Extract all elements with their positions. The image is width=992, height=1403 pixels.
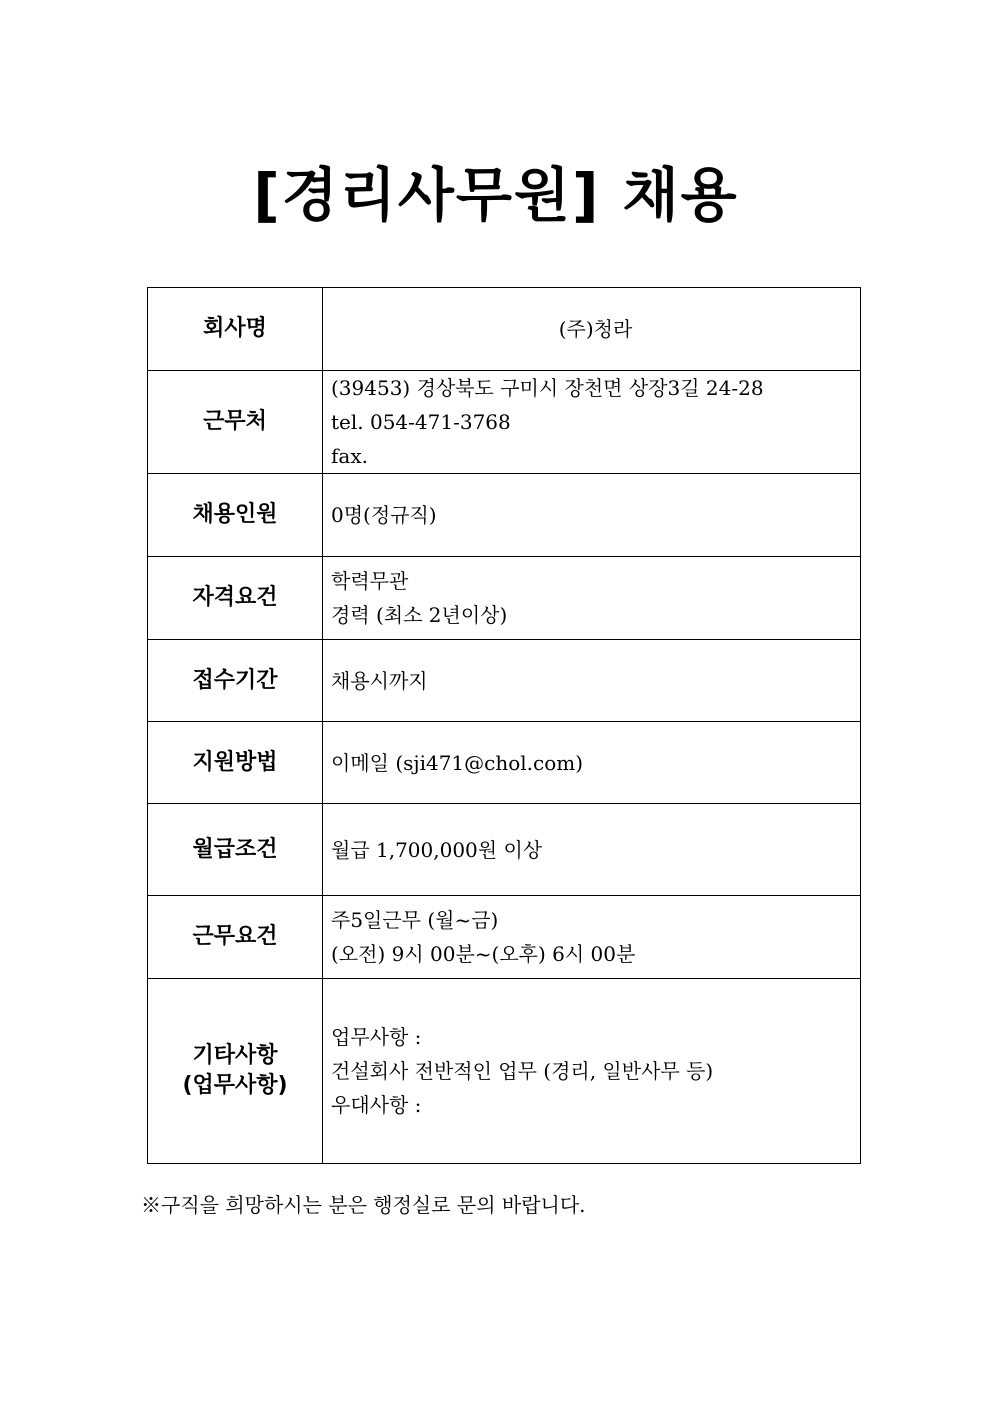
label-period: 접수기간 (148, 640, 323, 722)
value-workplace (323, 371, 861, 474)
label-headcount: 채용인원 (148, 474, 323, 557)
table-row-conditions (148, 896, 861, 979)
workplace-tel: tel. 054-471-3768 (331, 410, 511, 434)
table-row-company (148, 288, 861, 371)
table-row-workplace (148, 371, 861, 474)
conditions-line-1: 주5일근무 (월~금) (331, 908, 499, 932)
etc-line-1: 업무사항 : (331, 1025, 422, 1049)
workplace-address: (39453) 경상북도 구미시 장천면 상장3길 24-28 (331, 376, 764, 400)
label-company: 회사명 (148, 288, 323, 371)
workplace-fax: fax. (331, 444, 368, 468)
qualification-line-1: 학력무관 (331, 569, 409, 593)
label-etc (148, 979, 323, 1164)
table-row-headcount (148, 474, 861, 557)
table-row-salary (148, 804, 861, 896)
table-row-apply (148, 722, 861, 804)
label-salary: 월급조건 (148, 804, 323, 896)
label-apply: 지원방법 (148, 722, 323, 804)
value-apply: 이메일 (sji471@chol.com) (323, 722, 861, 804)
value-headcount: 0명(정규직) (323, 474, 861, 557)
label-workplace: 근무처 (148, 371, 323, 474)
job-posting-table (147, 287, 861, 1164)
value-salary: 월급 1,700,000원 이상 (323, 804, 861, 896)
label-qualification: 자격요건 (148, 557, 323, 640)
table-row-qualification (148, 557, 861, 640)
value-conditions (323, 896, 861, 979)
table-row-etc (148, 979, 861, 1164)
value-company: (주)청라 (323, 288, 861, 371)
value-etc (323, 979, 861, 1164)
etc-line-3: 우대사항 : (331, 1093, 422, 1117)
value-period: 채용시까지 (323, 640, 861, 722)
etc-label-line-2: (업무사항) (182, 1073, 288, 1098)
page-title: [경리사무원] 채용 (253, 161, 739, 229)
conditions-line-2: (오전) 9시 00분~(오후) 6시 00분 (331, 942, 636, 966)
footer-note: ※구직을 희망하시는 분은 행정실로 문의 바랍니다. (141, 1193, 586, 1217)
qualification-line-2: 경력 (최소 2년이상) (331, 603, 508, 627)
value-qualification (323, 557, 861, 640)
etc-label-line-1: 기타사항 (192, 1043, 278, 1068)
label-conditions: 근무요건 (148, 896, 323, 979)
table-row-period (148, 640, 861, 722)
etc-line-2: 건설회사 전반적인 업무 (경리, 일반사무 등) (331, 1059, 714, 1083)
